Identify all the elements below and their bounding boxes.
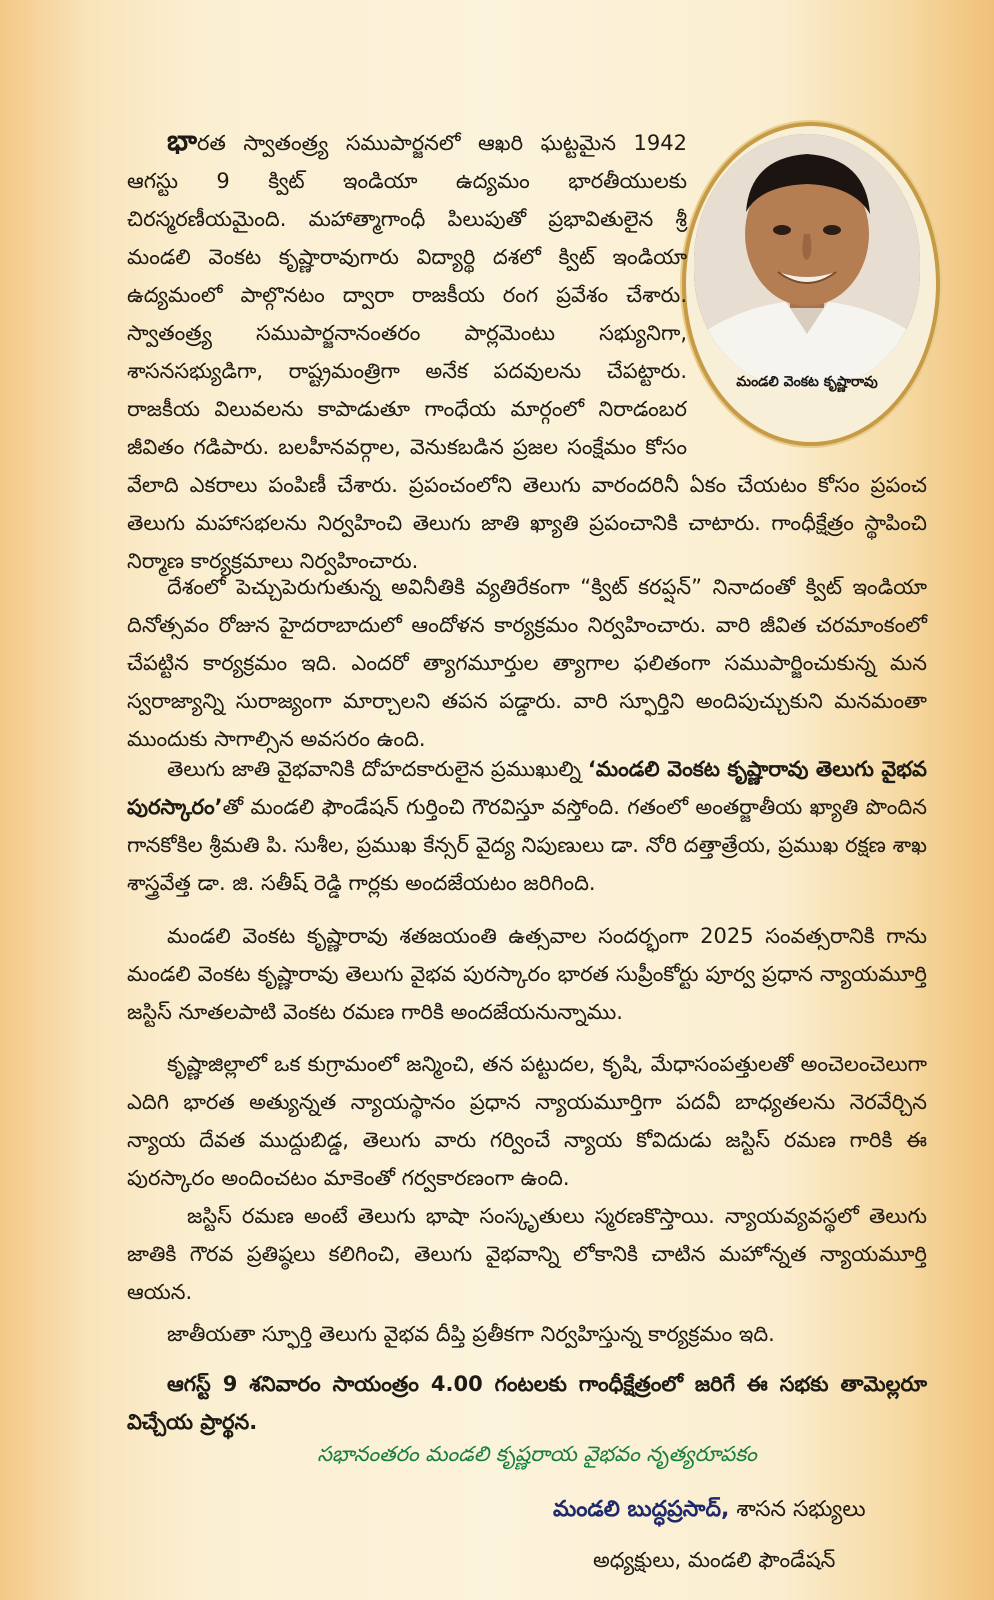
award-name: ‘మండలి వెంకట కృష్ణారావు తెలుగు వైభవ పురస్కారం’: [127, 757, 927, 819]
dance-program-note: సభానంతరం మండలి కృష్ణరాయ వైభవం నృత్యరూపకం: [317, 1442, 757, 1466]
paragraph-awardee: మండలి వెంకట కృష్ణారావు శతజయంతి ఉత్సవాల సందర్భంగా 2025 సంవత్సరానికి గాను మండలి వెంకట కృష్ణారావు తెలుగు వైభవ పురస్కారం భారత సుప్రీంకోర్టు పూర్వ ప్రధాన న్యాయమూర్తి జస్టిస్ నూతలపాటి వెంకట రమణ గారికి అందజేయనున్నాము.: [127, 924, 927, 1024]
signatory-name: మండలి బుద్ధప్రసాద్,: [553, 1497, 730, 1522]
drop-cap: భా: [167, 124, 198, 157]
paragraph-award-text: తో మండలి ఫౌండేషన్ గుర్తించి గౌరవిస్తూ వస్తోంది. గతంలో అంతర్జాతీయ ఖ్యాతి పొందిన గానకోకిల శ్రీమతి పి. సుశీల, ప్రముఖ కేన్సర్ వైద్య నిపుణులు డా. నోరి దత్తాత్రేయ, ప్రముఖ రక్షణ శాఖ శాస్త్రవేత్త డా. జి. సతీష్ రెడ్డి గార్లకు అందజేయటం జరిగింది.: [127, 795, 927, 895]
signatory-title: శాసన సభ్యులు: [729, 1497, 866, 1522]
paragraph-award-lead: తెలుగు జాతి వైభవానికి దోహదకారులైన ప్రముఖుల్ని: [167, 757, 588, 781]
signatory-role: అధ్యక్షులు, మండలి ఫౌండేషన్: [593, 1548, 836, 1572]
paragraph-award: [127, 750, 927, 902]
paragraph-intro-text: రత స్వాతంత్ర్య సముపార్జనలో ఆఖరి ఘట్టమైన 1942 ఆగస్టు 9 క్విట్ ఇండియా ఉద్యమం భారతీయులకు చిరస్మరణీయమైంది. మహాత్మాగాంధీ పిలుపుతో ప్రభావితులైన శ్రీ మండలి వెంకట కృష్ణారావుగారు విద్యార్థి దశలో క్విట్ ఇండియా ఉద్యమంలో పాల్గొనటం ద్వారా రాజకీయ రంగ ప్రవేశం చేశారు. స్వాతంత్ర్య సముపార్జనానంతరం పార్లమెంటు సభ్యునిగా, శాసనసభ్యుడిగా, రాష్ట్రమంత్రిగా అనేక పదవులను చేపట్టారు. రాజకీయ విలువలను కాపాడుతూ గాంధేయ మార్గంలో నిరాడంబర జీవితం గడిపారు. బలహీనవర్గాల, వెనుకబడిన ప్రజల సంక్షేమం కోసం వేలాది ఎకరాలు పంపిణీ చేశారు. ప్రపంచంలోని తెలుగు వారందరినీ ఏకం చేయటం కోసం ప్రపంచ తెలుగు మహాసభలను నిర్వహించి తెలుగు జాతి ఖ్యాతి ప్రపంచానికి చాటారు. గాంధీక్షేత్రం స్థాపించి నిర్మాణ కార్యక్రమాలు నిర్వహించారు.: [127, 131, 927, 573]
paragraph-tribute: జస్టిస్ రమణ అంటే తెలుగు భాషా సంస్కృతులు స్మరణకొస్తాయి. న్యాయవ్యవస్థలో తెలుగు జాతికి గౌరవ ప్రతిష్ఠలు కలిగించి, తెలుగు వైభవాన్ని లోకానికి చాటిన మహోన్నత న్యాయమూర్తి ఆయన.: [127, 1204, 927, 1304]
paragraph-program: జాతీయతా స్ఫూర్తి తెలుగు వైభవ దీప్తి ప్రతీకగా నిర్వహిస్తున్న కార్యక్రమం ఇది.: [167, 1322, 775, 1346]
signatory: [553, 1497, 866, 1527]
paragraph-invitation: ఆగస్ట్ 9 శనివారం సాయంత్రం 4.00 గంటలకు గాంధీక్షేత్రంలో జరిగే ఈ సభకు తామెల్లరూ విచ్చేయ ప్రార్థన.: [127, 1372, 927, 1434]
portrait-caption: మండలి వెంకట కృష్ణారావు: [736, 374, 878, 390]
photo-gap: [687, 122, 927, 447]
paragraph-intro: [127, 122, 927, 580]
paragraph-biography: కృష్ణాజిల్లాలో ఒక కుగ్రామంలో జన్మించి, తన పట్టుదల, కృషి, మేధాసంపత్తులతో అంచెలంచెలుగా ఎదిగి భారత అత్యున్నత న్యాయస్థానం ప్రధాన న్యాయమూర్తిగా పదవీ బాధ్యతలను నెరవేర్చిన న్యాయ దేవత ముద్దుబిడ్డ, తెలుగు వారు గర్వించే న్యాయ కోవిదుడు జస్టిస్ రమణ గారికి ఈ పురస్కారం అందించటం మాకెంతో గర్వకారణంగా ఉంది.: [127, 1052, 927, 1190]
paragraph-quit-corruption: దేశంలో పెచ్చుపెరుగుతున్న అవినీతికి వ్యతిరేకంగా “క్విట్ కరప్షన్” నినాదంతో క్విట్ ఇండియా దినోత్సవం రోజున హైదరాబాదులో ఆందోళన కార్యక్రమం నిర్వహించారు. వారి జీవిత చరమాంకంలో చేపట్టిన కార్యక్రమం ఇది. ఎందరో త్యాగమూర్తుల త్యాగాల ఫలితంగా సముపార్జించుకున్న మన స్వరాజ్యాన్ని సురాజ్యంగా మార్చాలని తపన పడ్డారు. వారి స్ఫూర్తిని అందిపుచ్చుకుని మనమంతా ముందుకు సాగాల్సిన అవసరం ఉంది.: [127, 575, 927, 751]
